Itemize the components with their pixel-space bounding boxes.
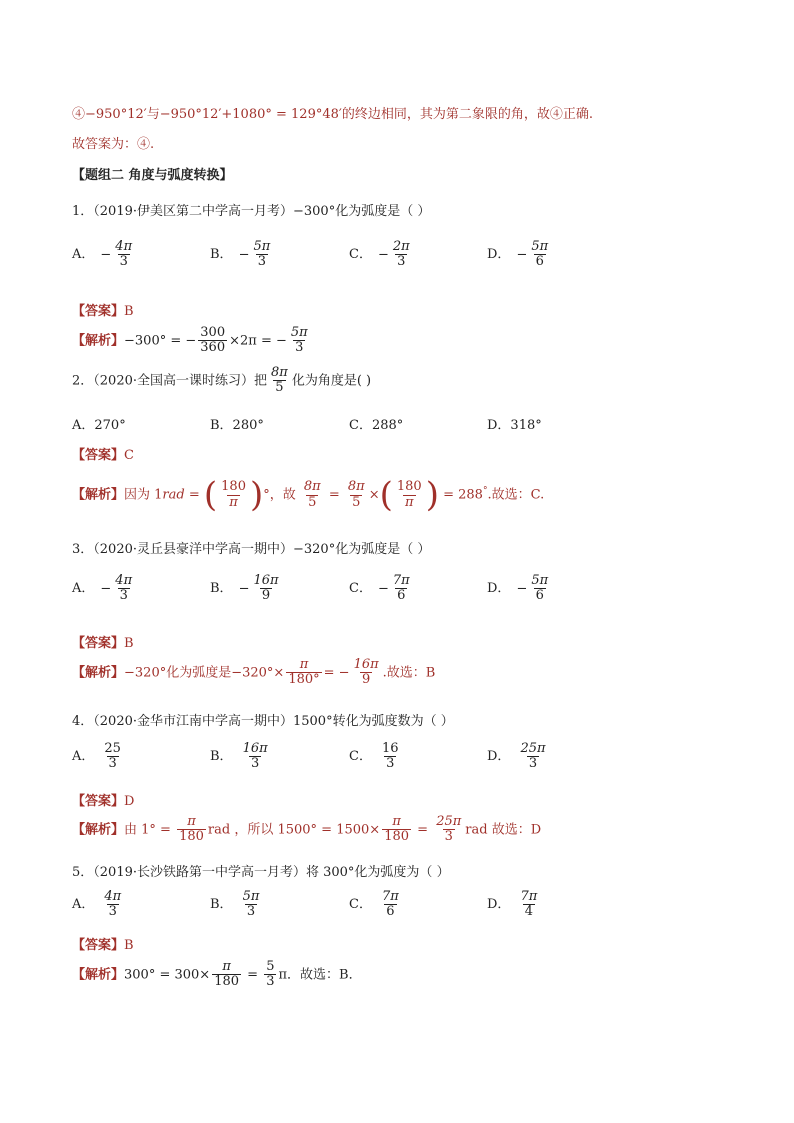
question-1-options — [0, 240, 794, 280]
question-2-options — [0, 414, 794, 434]
answer-1: 【答案】B — [72, 304, 134, 319]
analysis-4: 【解析】由 1° = $\frac{\pi}{180}$ rad ，所以 1500° = 1500× $\frac{\pi}{180}$ = $\frac{25\pi}{3}$ rad 故选：D — [72, 814, 542, 845]
option-d[interactable]: D． $\frac{7\pi}{4}$ — [487, 889, 538, 920]
top-line-2: 故答案为：④. — [72, 137, 155, 152]
option-c[interactable]: C． $\frac{16}{3}$ — [349, 741, 399, 772]
question-1-stem: 1．（2019·伊美区第二中学高一月考）−300°化为弧度是（ ） — [72, 204, 431, 219]
option-a[interactable]: A．270° — [72, 418, 126, 433]
option-d[interactable]: D．318° — [487, 418, 542, 433]
option-b[interactable]: B． − $\frac{5\pi}{3}$ — [210, 239, 271, 270]
answer-5: 【答案】B — [72, 938, 134, 953]
question-4-options — [0, 742, 794, 782]
answer-3: 【答案】B — [72, 636, 134, 651]
section-title: 【题组二 角度与弧度转换】 — [72, 168, 233, 183]
question-3-stem: 3．（2020·灵丘县豪洋中学高一期中）−320°化为弧度是（ ） — [72, 542, 431, 557]
analysis-3: 【解析】−320°化为弧度是−320°× $\frac{\pi}{180^\circ}$ = − $\frac{16\pi}{9}$ .故选：B — [72, 657, 436, 688]
option-a[interactable]: A． − $\frac{4\pi}{3}$ — [72, 573, 133, 604]
option-b[interactable]: B． $\frac{16\pi}{3}$ — [210, 741, 268, 772]
question-4-stem: 4．（2020·金华市江南中学高一期中）1500°转化为弧度数为（ ） — [72, 714, 454, 729]
option-b[interactable]: B．280° — [210, 418, 264, 433]
question-3-options — [0, 574, 794, 614]
analysis-1: 【解析】−300° = − $\frac{300}{360}$ ×2π = − $\frac{5\pi}{3}$ — [72, 325, 308, 356]
option-c[interactable]: C．288° — [349, 418, 404, 433]
option-a[interactable]: A． − $\frac{4\pi}{3}$ — [72, 239, 133, 270]
question-5-options — [0, 890, 794, 930]
option-a[interactable]: A． $\frac{4\pi}{3}$ — [72, 889, 122, 920]
option-a[interactable]: A． $\frac{25}{3}$ — [72, 741, 121, 772]
option-c[interactable]: C． − $\frac{2\pi}{3}$ — [349, 239, 410, 270]
analysis-5: 【解析】300° = 300× $\frac{\pi}{180}$ = $\frac{5}{3}$ π．故选：B． — [72, 959, 362, 990]
option-c[interactable]: C． $\frac{7\pi}{6}$ — [349, 889, 399, 920]
option-d[interactable]: D． $\frac{25\pi}{3}$ — [487, 741, 546, 772]
option-b[interactable]: B． $\frac{5\pi}{3}$ — [210, 889, 260, 920]
option-b[interactable]: B． − $\frac{16\pi}{9}$ — [210, 573, 279, 604]
question-5-stem: 5．（2019·长沙铁路第一中学高一月考）将 300°化为弧度为（ ） — [72, 865, 450, 880]
answer-4: 【答案】D — [72, 794, 135, 809]
analysis-2: 【解析】因为 1rad = ( $\frac{180}{\pi}$ )°，故 $\frac{8\pi}{5}$ = $\frac{8\pi}{5}$ ×( $\frac{180}{\pi}$ ) = 288°.故选：C. — [72, 475, 545, 515]
option-d[interactable]: D． − $\frac{5\pi}{6}$ — [487, 239, 549, 270]
option-c[interactable]: C． − $\frac{7\pi}{6}$ — [349, 573, 410, 604]
question-2-stem: 2．（2020·全国高一课时练习）把 $\frac{8\pi}{5}$ 化为角度是( ) — [72, 365, 372, 396]
top-line-1: ④−950°12′与−950°12′+1080° = 129°48′的终边相同，其为第二象限的角，故④正确. — [72, 107, 593, 122]
answer-2: 【答案】C — [72, 448, 134, 463]
option-d[interactable]: D． − $\frac{5\pi}{6}$ — [487, 573, 549, 604]
